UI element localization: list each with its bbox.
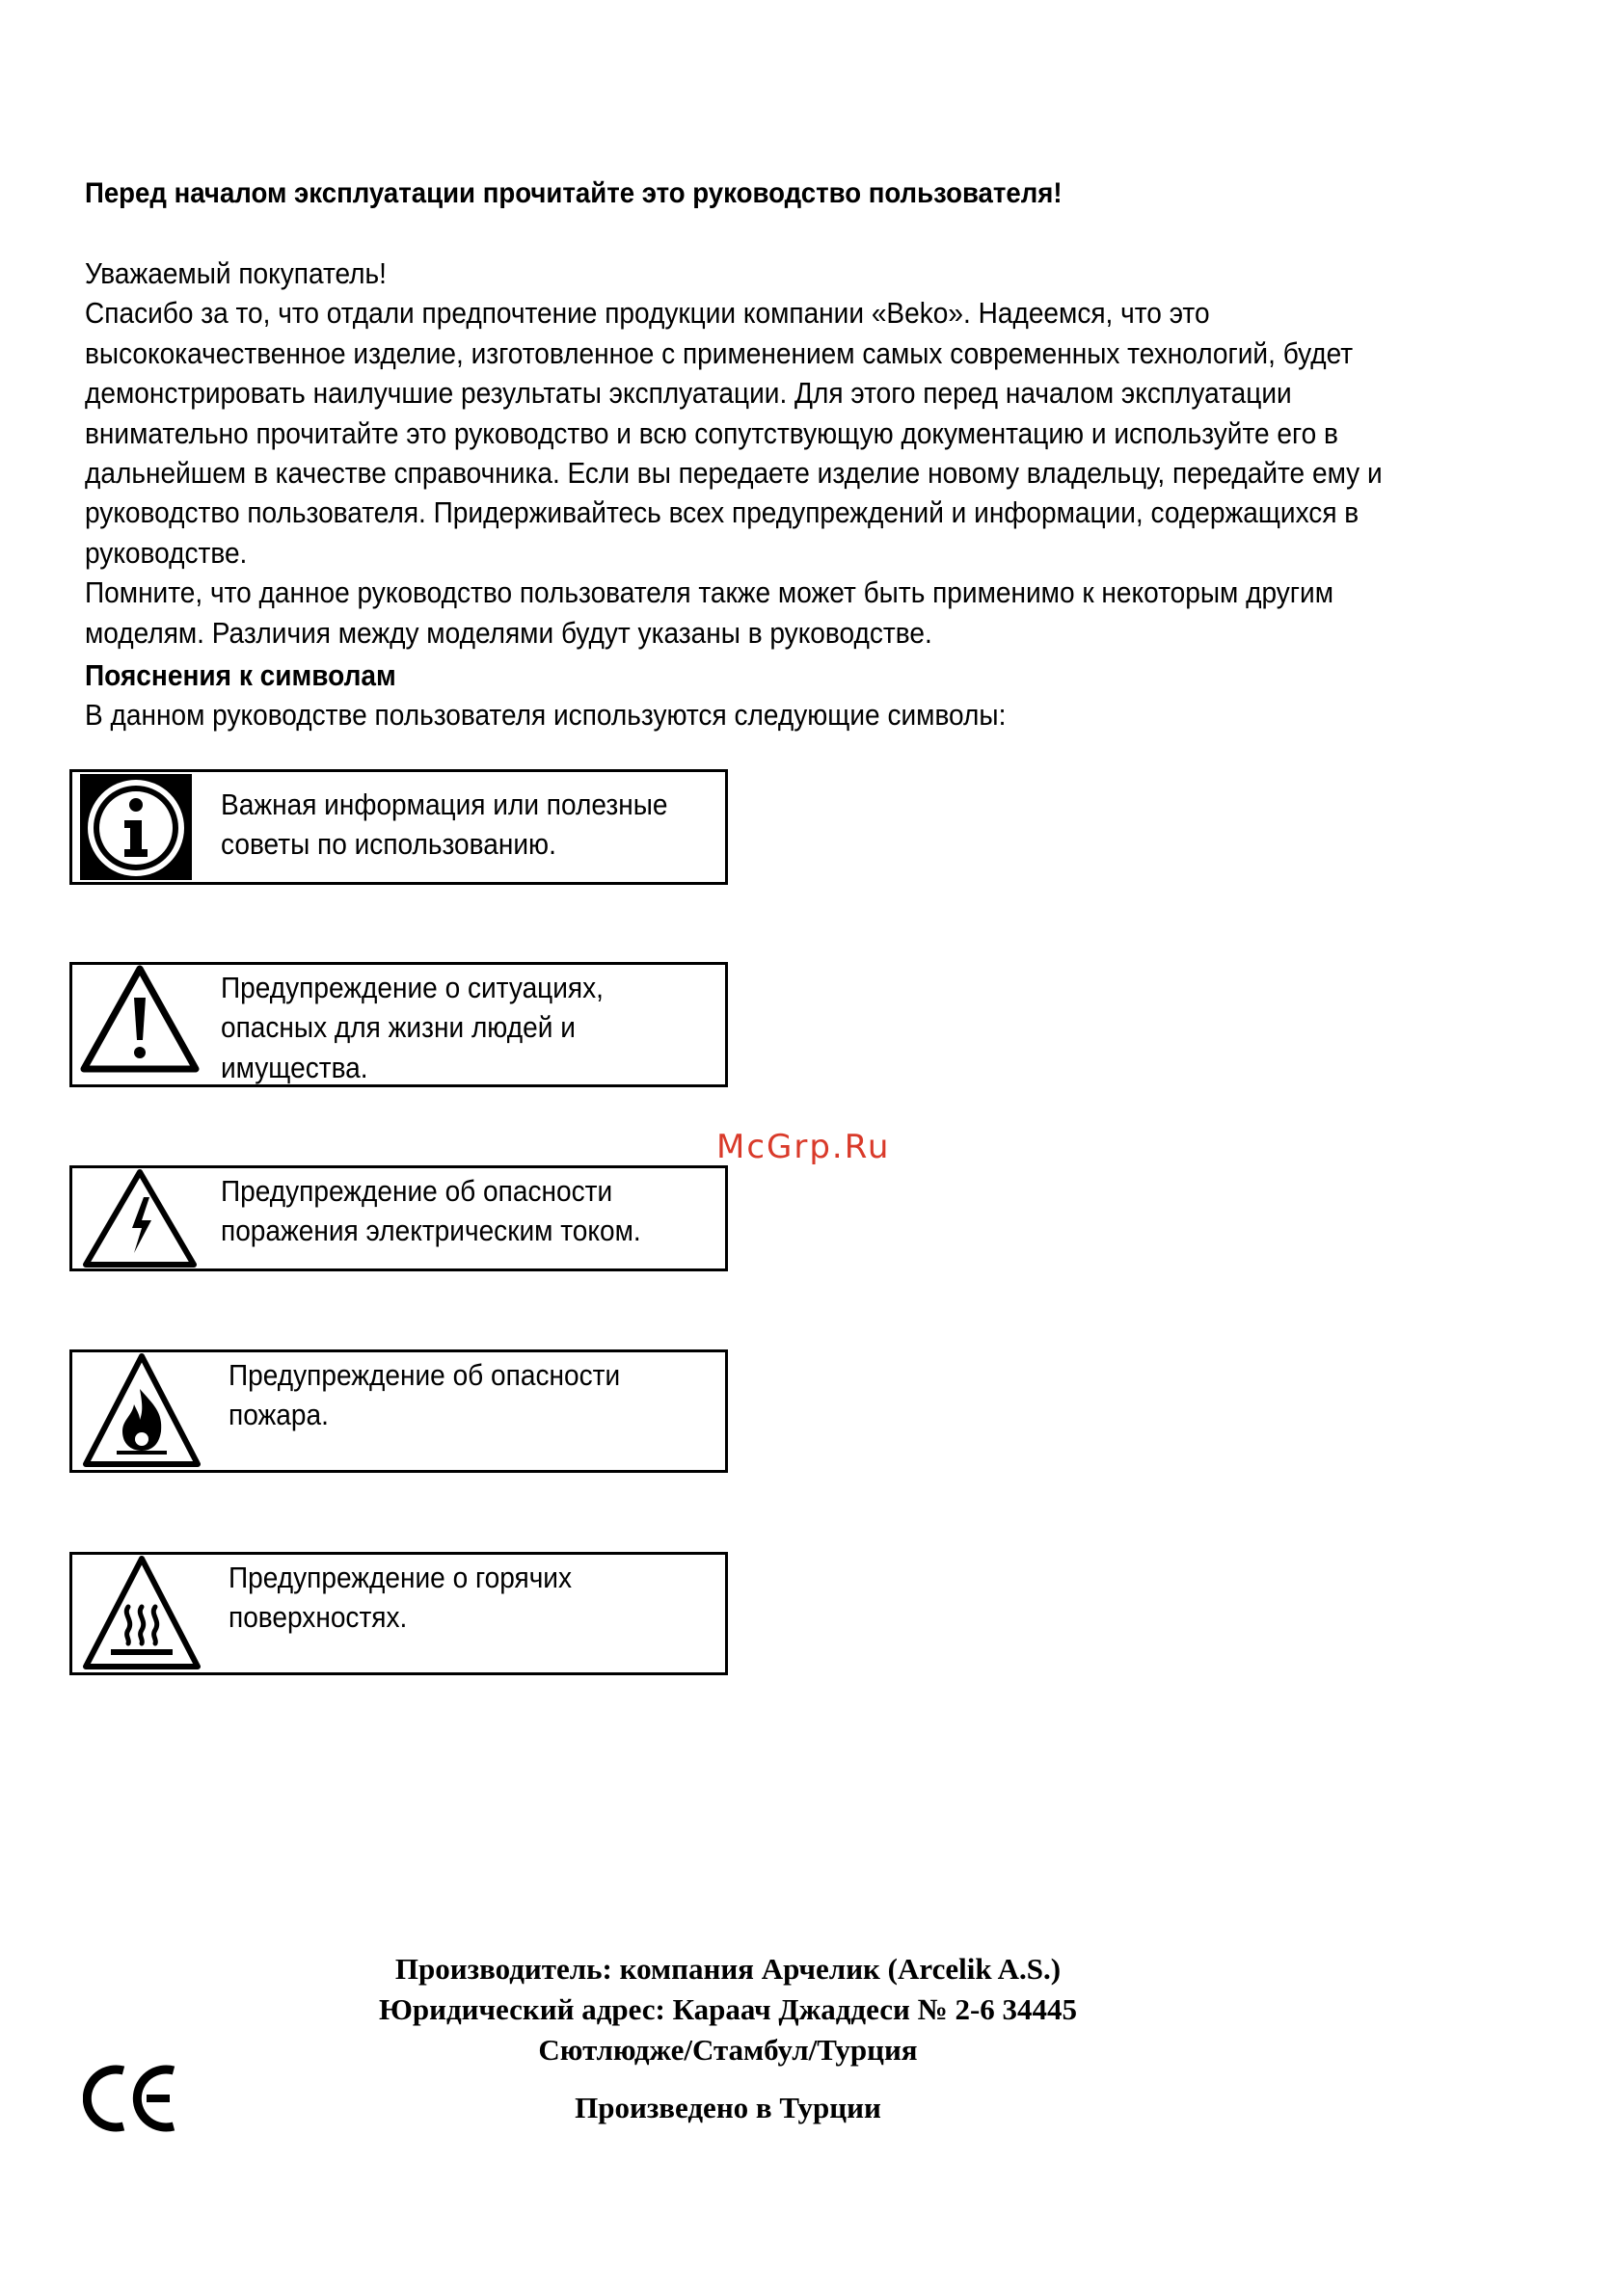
hot-surface-icon [80,1555,203,1672]
manufacturer-info [270,1949,1186,2128]
watermark: McGrp.Ru [716,1128,891,1166]
symbol-box-hot-surface [69,1552,728,1675]
intro-line: руководство пользователя. Придерживайтесь всех предупреждений и информации, содержащихся в [85,496,1359,530]
symbol-text-info: Важная информация или полезные советы по использованию. [221,788,668,862]
info-icon [80,772,196,882]
symbol-box-electric [69,1165,728,1271]
footer-line: Сютлюдже/Стамбул/Турция [538,2033,918,2067]
intro-line: демонстрировать наилучшие результаты эксплуатации. Для этого перед началом эксплуатации [85,377,1292,411]
fire-hazard-icon [80,1352,203,1470]
intro-section [85,254,1487,736]
page-heading: Перед началом эксплуатации прочитайте это руководство пользователя! [85,177,1063,209]
symbol-box-fire [69,1349,728,1473]
footer-line: Производитель: компания Арчелик (Arcelik A.S.) [394,1952,1062,1986]
intro-line: Уважаемый покупатель! [85,257,387,290]
symbol-text-warning: Предупреждение о ситуациях, опасных для жизни людей и имущества. [221,972,604,1084]
intro-line: моделям. Различия между моделями будут указаны в руководстве. [85,616,932,650]
made-in-label: Произведено в Турции [575,2091,881,2124]
intro-line: высококачественное изделие, изготовленное с применением самых современных технологий, будет [85,336,1354,370]
symbols-intro: В данном руководстве пользователя используются следующие символы: [85,699,1007,733]
intro-line: дальнейшем в качестве справочника. Если вы передаете изделие новому владельцу, передайте ему и [85,457,1383,491]
intro-line: внимательно прочитайте это руководство и всю сопутствующую документацию и используйте его в [85,416,1338,450]
symbol-box-info [69,769,728,885]
symbol-text-electric: Предупреждение об опасности поражения электрическим током. [221,1175,641,1248]
symbol-text-fire: Предупреждение об опасности пожара. [229,1359,621,1432]
intro-line: руководстве. [85,536,248,570]
electric-shock-icon [80,1168,200,1270]
symbol-text-hot-surface: Предупреждение о горячих поверхностях. [229,1562,573,1635]
intro-line: Помните, что данное руководство пользователя также может быть применимо к некоторым другим [85,576,1334,610]
ce-mark-icon [83,2065,179,2132]
footer-line: Юридический адрес: Караач Джаддеси № 2-6 34445 [378,1992,1078,2026]
exclamation-warning-icon [80,965,200,1079]
symbols-heading: Пояснения к символам [85,659,396,693]
intro-line: Спасибо за то, что отдали предпочтение продукции компании «Beko». Надеемся, что это [85,297,1210,331]
symbol-box-warning [69,962,728,1087]
